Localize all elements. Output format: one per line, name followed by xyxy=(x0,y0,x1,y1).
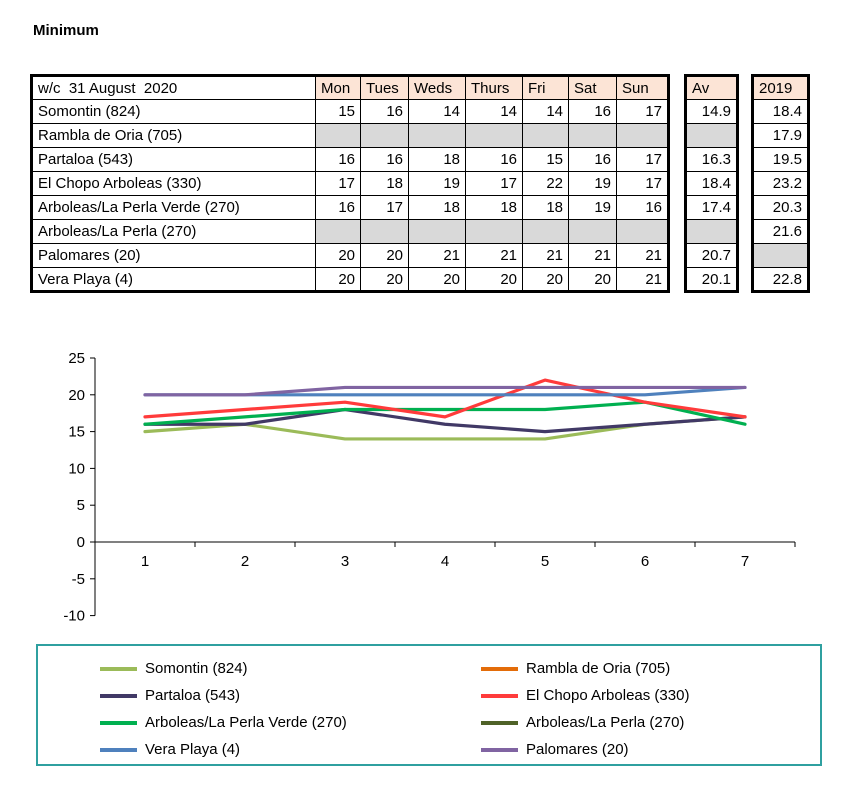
day-value-cell[interactable]: 15 xyxy=(523,148,569,172)
day-value-cell[interactable]: 17 xyxy=(361,196,409,220)
legend-line-swatch xyxy=(100,694,137,698)
day-value-cell[interactable]: 20 xyxy=(361,244,409,268)
average-value-cell[interactable]: 16.3 xyxy=(686,148,738,172)
legend-item xyxy=(460,682,820,709)
x-tick-label: 7 xyxy=(740,553,750,570)
prev-year-value-cell[interactable]: 21.6 xyxy=(753,220,809,244)
average-value-cell[interactable]: 20.7 xyxy=(686,244,738,268)
table-row xyxy=(686,244,738,268)
table-row xyxy=(753,268,809,292)
x-tick-label: 6 xyxy=(640,553,650,570)
day-value-cell[interactable]: 21 xyxy=(466,244,523,268)
series-line-el-chopo-arboleas-330- xyxy=(145,380,745,417)
average-column-table xyxy=(684,74,739,293)
table-row xyxy=(32,148,669,172)
header-row xyxy=(32,76,669,100)
series-line-arboleas-la-perla-verde-270- xyxy=(145,402,745,424)
day-header-cell[interactable]: Fri xyxy=(523,76,569,100)
legend-line-swatch xyxy=(100,667,137,671)
day-value-cell[interactable]: 21 xyxy=(617,268,669,292)
day-value-cell[interactable]: 17 xyxy=(617,172,669,196)
day-value-cell[interactable]: 16 xyxy=(316,196,361,220)
day-value-cell[interactable]: 17 xyxy=(617,148,669,172)
table-row xyxy=(686,124,738,148)
legend-label: Arboleas/La Perla (270) xyxy=(526,714,685,731)
table-row xyxy=(32,220,669,244)
day-value-cell[interactable]: 18 xyxy=(466,196,523,220)
table-row xyxy=(32,100,669,124)
table-row xyxy=(753,172,809,196)
page-title: Minimum xyxy=(33,22,99,39)
y-tick-label: 5 xyxy=(76,497,85,515)
table-row xyxy=(686,220,738,244)
day-value-cell[interactable]: 16 xyxy=(466,148,523,172)
day-value-cell[interactable]: 18 xyxy=(361,172,409,196)
table-row xyxy=(32,244,669,268)
day-value-cell[interactable] xyxy=(316,220,361,244)
day-value-cell[interactable]: 16 xyxy=(569,148,617,172)
day-value-cell[interactable]: 17 xyxy=(617,100,669,124)
legend-line-swatch xyxy=(481,721,518,725)
table-row xyxy=(753,124,809,148)
day-value-cell[interactable] xyxy=(409,124,466,148)
day-value-cell[interactable]: 21 xyxy=(617,244,669,268)
min-table-group xyxy=(30,74,810,293)
legend-line-swatch xyxy=(481,748,518,752)
legend-line-swatch xyxy=(481,694,518,698)
day-value-cell[interactable]: 16 xyxy=(361,148,409,172)
day-value-cell[interactable] xyxy=(409,220,466,244)
day-header-cell[interactable]: Thurs xyxy=(466,76,523,100)
x-tick-label: 4 xyxy=(440,553,450,570)
table-row xyxy=(686,172,738,196)
legend-item xyxy=(460,655,820,682)
day-value-cell[interactable]: 19 xyxy=(569,172,617,196)
legend-item xyxy=(460,736,820,763)
prev-year-value-cell[interactable]: 18.4 xyxy=(753,100,809,124)
prev-year-value-cell[interactable]: 20.3 xyxy=(753,196,809,220)
day-value-cell[interactable]: 21 xyxy=(569,244,617,268)
table-row xyxy=(32,124,669,148)
day-value-cell[interactable]: 16 xyxy=(617,196,669,220)
weekly-min-table xyxy=(30,74,670,293)
legend-label: Somontin (824) xyxy=(145,660,248,677)
prev-year-value-cell[interactable]: 17.9 xyxy=(753,124,809,148)
day-value-cell[interactable]: 16 xyxy=(569,100,617,124)
day-header-cell[interactable]: Sat xyxy=(569,76,617,100)
header-row xyxy=(686,76,738,100)
average-value-cell[interactable]: 18.4 xyxy=(686,172,738,196)
table-row xyxy=(753,148,809,172)
station-name-cell[interactable]: Arboleas/La Perla (270) xyxy=(32,220,316,244)
day-header-cell[interactable]: Weds xyxy=(409,76,466,100)
prev-year-column-table xyxy=(751,74,810,293)
day-value-cell[interactable]: 14 xyxy=(523,100,569,124)
legend-label: El Chopo Arboleas (330) xyxy=(526,687,690,704)
station-name-cell[interactable]: Arboleas/La Perla Verde (270) xyxy=(32,196,316,220)
x-tick-label: 1 xyxy=(140,553,150,570)
day-value-cell[interactable]: 20 xyxy=(466,268,523,292)
day-value-cell[interactable]: 20 xyxy=(316,244,361,268)
day-value-cell[interactable]: 21 xyxy=(409,244,466,268)
day-value-cell[interactable]: 17 xyxy=(466,172,523,196)
day-value-cell[interactable]: 14 xyxy=(466,100,523,124)
day-value-cell[interactable]: 19 xyxy=(569,196,617,220)
table-row xyxy=(753,196,809,220)
day-value-cell[interactable]: 18 xyxy=(409,148,466,172)
day-value-cell[interactable] xyxy=(361,124,409,148)
table-row xyxy=(753,244,809,268)
legend-line-swatch xyxy=(100,721,137,725)
average-value-cell[interactable] xyxy=(686,124,738,148)
x-tick-label: 3 xyxy=(340,553,350,570)
line-chart-canvas xyxy=(20,332,820,632)
min-temp-chart xyxy=(20,332,828,634)
day-value-cell[interactable]: 20 xyxy=(316,268,361,292)
table-row xyxy=(686,100,738,124)
series-line-partaloa-543- xyxy=(145,410,745,432)
legend-item xyxy=(100,709,460,736)
header-row xyxy=(753,76,809,100)
y-tick-label: 20 xyxy=(68,386,85,404)
day-value-cell[interactable] xyxy=(466,124,523,148)
station-name-cell[interactable]: Partaloa (543) xyxy=(32,148,316,172)
day-value-cell[interactable]: 18 xyxy=(409,196,466,220)
legend-label: Rambla de Oria (705) xyxy=(526,660,671,677)
day-header-cell[interactable]: Mon xyxy=(316,76,361,100)
legend-item xyxy=(100,736,460,763)
table-row xyxy=(32,172,669,196)
day-value-cell[interactable]: 21 xyxy=(523,244,569,268)
y-tick-label: 25 xyxy=(68,350,85,367)
legend-line-swatch xyxy=(100,748,137,752)
average-value-cell[interactable] xyxy=(686,220,738,244)
legend-item xyxy=(100,682,460,709)
y-tick-label: -5 xyxy=(71,570,85,588)
station-name-cell[interactable]: Palomares (20) xyxy=(32,244,316,268)
average-value-cell[interactable]: 14.9 xyxy=(686,100,738,124)
day-value-cell[interactable]: 17 xyxy=(316,172,361,196)
day-value-cell[interactable] xyxy=(569,124,617,148)
day-value-cell[interactable] xyxy=(617,220,669,244)
day-value-cell[interactable] xyxy=(617,124,669,148)
day-value-cell[interactable]: 15 xyxy=(316,100,361,124)
legend-line-swatch xyxy=(481,667,518,671)
x-tick-label: 5 xyxy=(540,553,550,570)
day-value-cell[interactable]: 20 xyxy=(361,268,409,292)
day-header-cell[interactable]: Sun xyxy=(617,76,669,100)
chart-legend xyxy=(36,644,822,766)
day-value-cell[interactable]: 18 xyxy=(523,196,569,220)
table-row xyxy=(686,196,738,220)
week-label-cell[interactable]: w/c 31 August 2020 xyxy=(32,76,316,100)
day-value-cell[interactable]: 20 xyxy=(409,268,466,292)
day-value-cell[interactable] xyxy=(361,220,409,244)
day-value-cell[interactable] xyxy=(316,124,361,148)
station-name-cell[interactable]: Vera Playa (4) xyxy=(32,268,316,292)
series-line-somontin-824- xyxy=(145,417,745,439)
prev-year-value-cell[interactable]: 22.8 xyxy=(753,268,809,292)
day-value-cell[interactable] xyxy=(523,124,569,148)
year-header-cell[interactable]: 2019 xyxy=(753,76,809,100)
av-header-cell[interactable]: Av xyxy=(686,76,738,100)
y-tick-label: -10 xyxy=(63,607,85,625)
prev-year-value-cell[interactable] xyxy=(753,244,809,268)
table-row xyxy=(686,148,738,172)
day-value-cell[interactable]: 22 xyxy=(523,172,569,196)
legend-label: Palomares (20) xyxy=(526,741,629,758)
legend-label: Arboleas/La Perla Verde (270) xyxy=(145,714,347,731)
table-row xyxy=(753,220,809,244)
table-row xyxy=(32,196,669,220)
station-name-cell[interactable]: Somontin (824) xyxy=(32,100,316,124)
legend-item xyxy=(460,709,820,736)
average-value-cell[interactable]: 17.4 xyxy=(686,196,738,220)
day-value-cell[interactable]: 20 xyxy=(523,268,569,292)
legend-label: Partaloa (543) xyxy=(145,687,241,704)
day-value-cell[interactable]: 20 xyxy=(569,268,617,292)
table-row xyxy=(686,268,738,292)
day-value-cell[interactable]: 16 xyxy=(361,100,409,124)
average-value-cell[interactable]: 20.1 xyxy=(686,268,738,292)
legend-label: Vera Playa (4) xyxy=(145,741,241,758)
day-value-cell[interactable] xyxy=(466,220,523,244)
day-value-cell[interactable]: 16 xyxy=(316,148,361,172)
station-name-cell[interactable]: Rambla de Oria (705) xyxy=(32,124,316,148)
table-row xyxy=(753,100,809,124)
station-name-cell[interactable]: El Chopo Arboleas (330) xyxy=(32,172,316,196)
x-tick-label: 2 xyxy=(240,553,250,570)
day-value-cell[interactable]: 14 xyxy=(409,100,466,124)
y-tick-label: 15 xyxy=(68,423,85,441)
table-row xyxy=(32,268,669,292)
y-tick-label: 0 xyxy=(76,534,85,551)
day-value-cell[interactable] xyxy=(569,220,617,244)
day-header-cell[interactable]: Tues xyxy=(361,76,409,100)
legend-item xyxy=(100,655,460,682)
y-tick-label: 10 xyxy=(68,460,85,478)
prev-year-value-cell[interactable]: 23.2 xyxy=(753,172,809,196)
day-value-cell[interactable] xyxy=(523,220,569,244)
day-value-cell[interactable]: 19 xyxy=(409,172,466,196)
prev-year-value-cell[interactable]: 19.5 xyxy=(753,148,809,172)
